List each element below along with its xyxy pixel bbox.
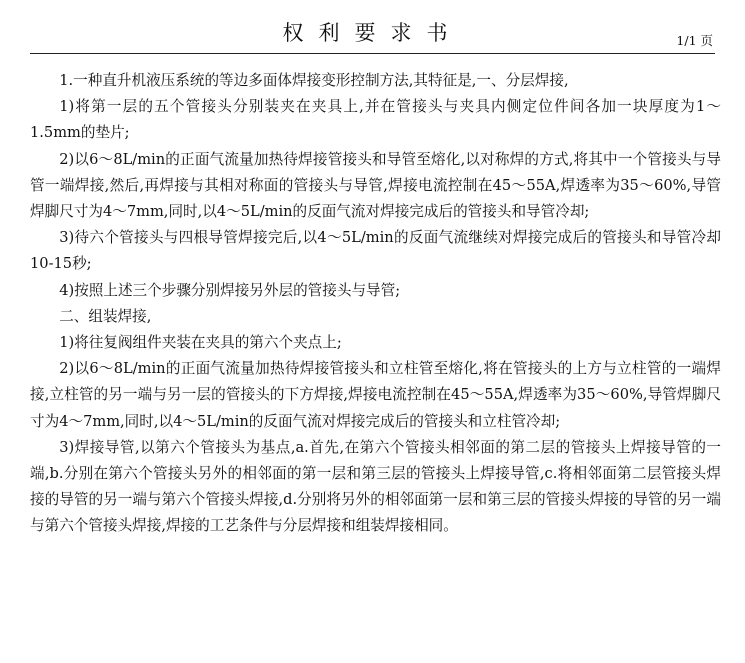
claim-paragraph: 2)以6～8L/min的正面气流量加热待焊接管接头和立柱管至熔化,将在管接头的上方与立柱管的一端焊接,立柱管的另一端与另一层的管接头的下方焊接,焊接电流控制在45～55A,焊透率为35～60%,导管焊脚尺寸为4～7mm,同时,以4～5L/min的反面气流对焊接完成后的管接头和立柱管冷却; bbox=[30, 360, 721, 430]
document-title: 权利要求书 bbox=[282, 21, 463, 45]
claim-paragraph: 二、组装焊接, bbox=[59, 307, 152, 325]
page-number: 1/1 页 bbox=[676, 33, 713, 48]
header-divider bbox=[30, 53, 715, 54]
claim-paragraph: 1)将往复阀组件夹装在夹具的第六个夹点上; bbox=[59, 334, 342, 352]
page-header bbox=[30, 18, 715, 54]
claim-paragraph: 2)以6～8L/min的正面气流量加热待焊接管接头和导管至熔化,以对称焊的方式,将其中一个管接头与导管一端焊接,然后,再焊接与其相对称面的管接头与导管,焊接电流控制在45～55A,焊透率为35～60%,导管焊脚尺寸为4～7mm,同时,以4～5L/min的反面气流对焊接完成后的管接头和导管冷却; bbox=[30, 150, 721, 221]
claim-paragraph: 3)待六个管接头与四根导管焊接完后,以4～5L/min的反面气流继续对焊接完成后的管接头和导管冷却10-15秒; bbox=[30, 229, 721, 273]
claim-paragraph: 4)按照上述三个步骤分别焊接另外层的管接头与导管; bbox=[59, 281, 401, 299]
claims-body bbox=[30, 68, 721, 540]
claim-paragraph: 3)焊接导管,以第六个管接头为基点,a.首先,在第六个管接头相邻面的第二层的管接头上焊接导管的一端,b.分别在第六个管接头另外的相邻面的第一层和第三层的管接头上焊接导管,c.将相邻面第二层管接头焊接的导管的另一端与第六个管接头焊接,d.分别将另外的相邻面第一层和第三层的管接头焊接的导管的另一端与第六个管接头焊接,焊接的工艺条件与分层焊接和组装焊接相同。 bbox=[30, 438, 721, 535]
claim-paragraph: 1.一种直升机液压系统的等边多面体焊接变形控制方法,其特征是,一、分层焊接, bbox=[59, 72, 569, 89]
claim-paragraph: 1)将第一层的五个管接头分别装夹在夹具上,并在管接头与夹具内侧定位件间各加一块厚度为1～1.5mm的垫片; bbox=[30, 98, 721, 142]
